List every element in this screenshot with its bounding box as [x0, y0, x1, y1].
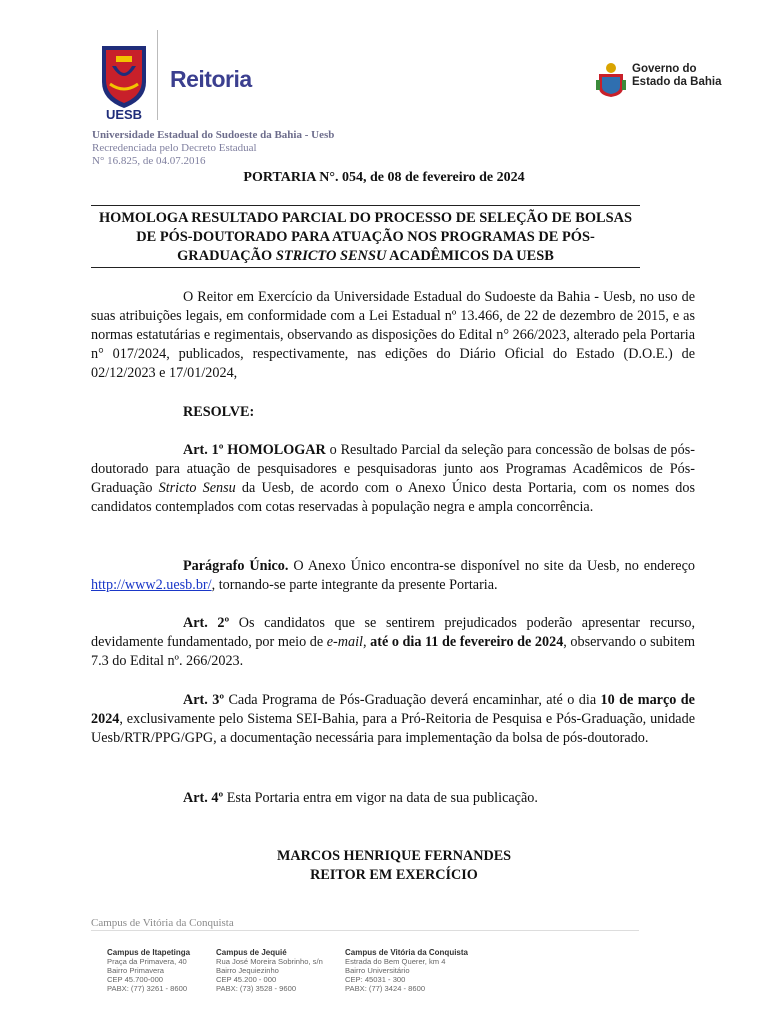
signer-role: REITOR EM EXERCÍCIO	[310, 867, 478, 883]
uesb-logo-text: UESB	[105, 107, 143, 122]
gov-line2: Estado da Bahia	[632, 76, 722, 88]
article-2: Art. 2º Os candidatos que se sentirem prejudicados poderão apresentar recurso, devidamente fundamentado, por meio de e-mail, até o dia 11 de fevereiro de 2024, observando o subitem 7.3 do Edital nº. 266/2023.	[91, 615, 695, 669]
signer-name: MARCOS HENRIQUE FERNANDES	[276, 848, 512, 864]
heading-line-3: GRADUAÇÃO STRICTO SENSU ACADÊMICOS DA UESB	[177, 248, 554, 264]
bahia-coat-of-arms-icon	[594, 60, 628, 98]
article-1: Art. 1º HOMOLOGAR o Resultado Parcial da seleção para concessão de bolsas de pós-doutorado para atuação de pesquisadores e pesquisadoras junto aos Programas Acadêmicos de Pós-Graduação Stricto Sensu da Uesb, de acordo com o Anexo Único desta Portaria, com os nomes dos candidatos contemplados com cotas reservadas à população negra e ampla concorrência.	[91, 442, 695, 515]
governo-bahia-text	[632, 63, 721, 89]
header-divider	[157, 30, 158, 120]
reitoria-title: Reitoria	[170, 66, 252, 92]
signature-block	[0, 847, 768, 885]
article-3: Art. 3º Cada Programa de Pós-Graduação deverá encaminhar, até o dia 10 de março de 2024, exclusivamente pelo Sistema SEI-Bahia, para a Pró-Reitoria de Pesquisa e Pós-Graduação, unidade Uesb/RTR/PPG/GPG, a documentação necessária para implementação da bolsa de pós-doutorado.	[91, 692, 695, 746]
article-4: Art. 4º Esta Portaria entra em vigor na data de sua publicação.	[183, 790, 538, 806]
heading-bottom-rule	[91, 267, 640, 268]
heading-top-rule	[91, 205, 640, 206]
uesb-logo	[92, 42, 156, 122]
resolve-label: RESOLVE:	[183, 404, 255, 420]
footer-campus-jequie: Campus de Jequié Rua José Moreira Sobrinho, s/n Bairro Jequiezinho CEP 45.200 - 000 PABX: (73) 3528 - 9600	[216, 948, 323, 993]
footer-campus-label: Campus de Vitória da Conquista	[91, 917, 234, 929]
portaria-heading	[91, 209, 640, 266]
paragrafo-unico: Parágrafo Único. O Anexo Único encontra-se disponível no site da Uesb, no endereço http://www2.uesb.br/, tornando-se parte integrante da presente Portaria.	[91, 558, 695, 593]
footer-campus-vitoria-conquista: Campus de Vitória da Conquista Estrada do Bem Querer, km 4 Bairro Universitário CEP: 45031 - 300 PABX: (77) 3424 - 8600	[345, 948, 468, 993]
footer-campus-itapetinga: Campus de Itapetinga Praça da Primavera, 40 Bairro Primavera CEP 45.700-000 PABX: (77) 3261 - 8600	[107, 948, 191, 993]
intro-paragraph: O Reitor em Exercício da Universidade Estadual do Sudoeste da Bahia - Uesb, no uso de suas atribuições legais, em conformidade com a Lei Estadual nº 13.466, de 22 de dezembro de 2015, e as normas estatutárias e regimentais, observando as disposições do Edital n° 266/2023, alterado pela Portaria n° 017/2024, publicados, respectivamente, nas edições do Diário Oficial do Estado (D.O.E.) de 02/12/2023 e 17/01/2024,	[91, 289, 695, 381]
uesb-site-link[interactable]: http://www2.uesb.br/	[91, 577, 212, 593]
portaria-title: PORTARIA N°. 054, de 08 de fevereiro de 2024	[243, 170, 525, 185]
footer-rule	[91, 930, 639, 931]
institution-decree: Recredenciada pelo Decreto Estadual	[92, 142, 257, 154]
institution-name: Universidade Estadual do Sudoeste da Bahia - Uesb	[92, 129, 335, 141]
heading-line-2: DE PÓS-DOUTORADO PARA ATUAÇÃO NOS PROGRAMAS DE PÓS-	[136, 229, 595, 245]
institution-info	[92, 129, 334, 168]
gov-line1: Governo do	[632, 63, 697, 75]
institution-decree-number: N° 16.825, de 04.07.2016	[92, 155, 206, 167]
heading-line-1: HOMOLOGA RESULTADO PARCIAL DO PROCESSO DE SELEÇÃO DE BOLSAS	[98, 210, 633, 226]
